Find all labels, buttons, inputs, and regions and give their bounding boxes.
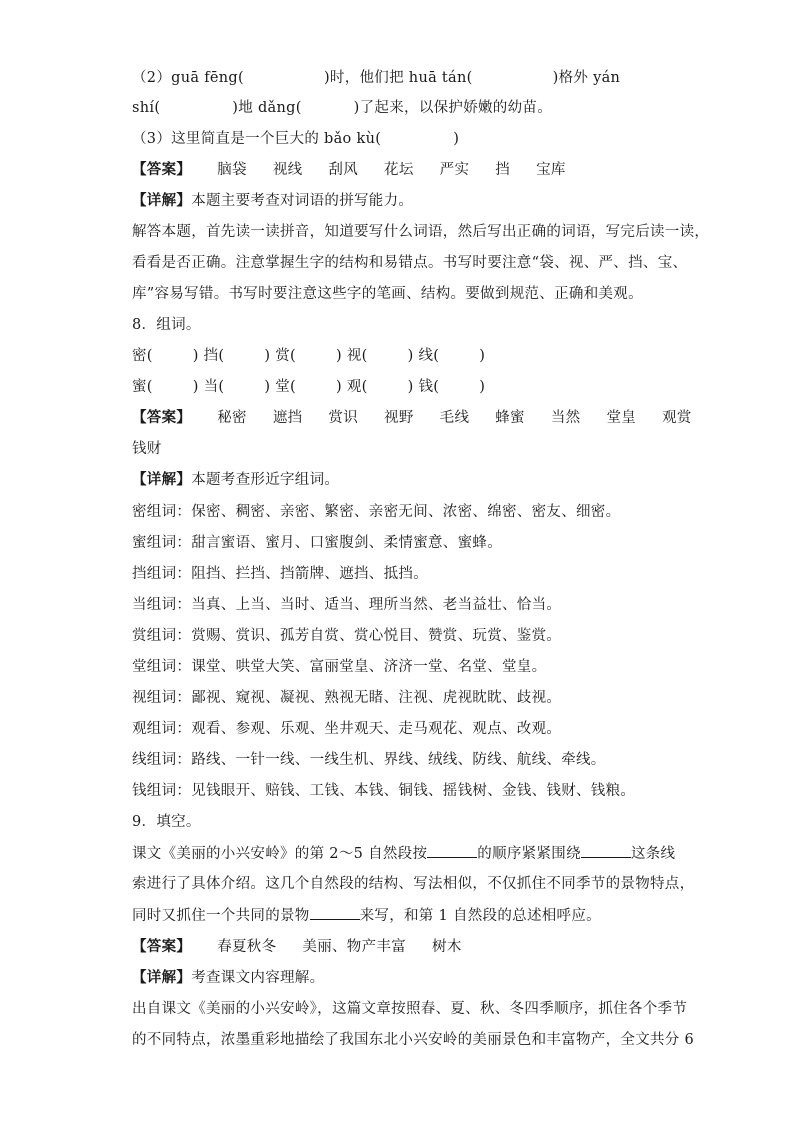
char-prompt: 密(	[132, 348, 153, 364]
q7-answer	[132, 160, 674, 180]
word-group-line: 堂组词：课堂、哄堂大笑、富丽堂皇、济济一堂、名堂、堂皇。	[132, 659, 547, 675]
answer-word: 脑袋	[217, 162, 247, 178]
paragraph-line: 看看是否正确。注意掌握生字的结构和易错点。书写时要注意“袋、视、严、挡、宝、	[132, 255, 688, 271]
char-prompt: )	[479, 348, 486, 364]
paragraph-text: 来写，和第 1 自然段的总述相呼应。	[359, 908, 601, 924]
char-prompt: ) 视(	[336, 348, 368, 364]
q8-answer	[132, 408, 692, 428]
answer-word: 严实	[439, 162, 470, 178]
answer-word: 堂皇	[606, 410, 637, 426]
char-prompt: 蜜(	[132, 379, 153, 395]
q7-line-2-cont	[132, 98, 674, 118]
answer-tag: 【答案】	[132, 939, 192, 955]
answer-word: 挡	[495, 162, 511, 178]
word-group-line: 观组词：观看、参观、乐观、坐井观天、走马观花、观点、改观。	[132, 721, 562, 737]
pinyin-text: )地 dǎng(	[232, 100, 302, 116]
question-title: 9．填空。	[132, 814, 201, 830]
detail-tag: 【详解】	[132, 970, 192, 986]
pinyin-text: （2）guā fēng(	[132, 70, 244, 86]
char-prompt: )	[479, 379, 486, 395]
paragraph-text: 课文《美丽的小兴安岭》的第 2～5 自然段按	[132, 846, 428, 862]
answer-tag: 【答案】	[132, 162, 192, 178]
pinyin-text: （3）这里简直是一个巨大的 bǎo kù(	[132, 131, 382, 147]
detail-text: 本题主要考查对词语的拼写能力。	[191, 193, 414, 209]
paragraph-text: 这条线	[630, 846, 676, 862]
word-group-line: 线组词：路线、一针一线、一线生机、界线、绒线、防线、航线、牵线。	[132, 752, 606, 768]
pinyin-text: shí(	[132, 100, 161, 116]
q9-line-3	[132, 905, 674, 926]
word-group-line: 视组词：鄙视、窥视、凝视、熟视无睹、注视、虎视眈眈、歧视。	[132, 690, 562, 706]
q7-line-2	[132, 68, 674, 88]
word-group-line: 钱组词：见钱眼开、赔钱、工钱、本钱、铜钱、摇钱树、金钱、钱财、钱粮。	[132, 783, 636, 799]
q8-row-1	[132, 346, 674, 366]
paragraph-line: 库”容易写错。书写时要注意这些字的笔画、结构。要做到规范、正确和美观。	[132, 286, 643, 302]
detail-tag: 【详解】	[132, 193, 192, 209]
q9-line-1	[132, 843, 674, 864]
q7-detail	[132, 191, 674, 211]
word-group-line: 挡组词：阻挡、拦挡、挡箭牌、遮挡、抵挡。	[132, 566, 428, 582]
answer-word: 视线	[272, 162, 303, 178]
answer-word: 蜂蜜	[495, 410, 525, 426]
underline-blank	[427, 843, 477, 858]
underline-blank	[581, 843, 631, 858]
word-group-line: 赏组词：赏赐、赏识、孤芳自赏、赏心悦目、赞赏、玩赏、鉴赏。	[132, 628, 562, 644]
answer-word: 当然	[550, 410, 581, 426]
detail-text: 考查课文内容理解。	[191, 970, 325, 986]
word-group-line: 密组词：保密、稠密、亲密、繁密、亲密无间、浓密、绵密、密友、细密。	[132, 504, 621, 520]
question-title: 8．组词。	[132, 317, 201, 333]
detail-tag: 【详解】	[132, 472, 192, 488]
answer-word: 树木	[432, 939, 462, 955]
answer-word: 毛线	[439, 410, 470, 426]
q8-row-2	[132, 377, 674, 397]
answer-word: 刮风	[328, 162, 359, 178]
pinyin-text: )了起来，以保护娇嫩的幼苗。	[353, 100, 553, 116]
answer-word: 观赏	[662, 410, 692, 426]
answer-word: 宝库	[536, 162, 566, 178]
paragraph-line: 的不同特点，浓墨重彩地描绘了我国东北小兴安岭的美丽景色和丰富物产，全文共分 6	[132, 1032, 695, 1048]
answer-word: 视野	[384, 410, 414, 426]
underline-blank	[310, 905, 360, 920]
answer-tag: 【答案】	[132, 410, 192, 426]
paragraph-line: 解答本题，首先读一读拼音，知道要写什么词语，然后写出正确的词语，写完后读一读，	[132, 224, 710, 240]
char-prompt: ) 堂(	[264, 379, 297, 395]
pinyin-text: )时，他们把 huā tán(	[323, 70, 473, 86]
q9-detail	[132, 968, 674, 988]
char-prompt: ) 挡(	[192, 348, 225, 364]
word-group-line: 蜜组词：甜言蜜语、蜜月、口蜜腹剑、柔情蜜意、蜜蜂。	[132, 535, 502, 551]
answer-word: 花坛	[384, 162, 414, 178]
answer-word: 秘密	[217, 410, 247, 426]
q8-detail	[132, 470, 674, 490]
word-group-line: 当组词：当真、上当、当时、适当、理所当然、老当益壮、恰当。	[132, 597, 562, 613]
char-prompt: ) 线(	[407, 348, 440, 364]
q9-answer	[132, 937, 674, 957]
paragraph-line: 索进行了具体介绍。这几个自然段的结构、写法相似，不仅抓住不同季节的景物特点，	[132, 876, 695, 892]
answer-word: 春夏秋冬	[217, 939, 277, 955]
answer-word: 美丽、物产丰富	[302, 939, 407, 955]
char-prompt: ) 赏(	[264, 348, 297, 364]
char-prompt: ) 当(	[192, 379, 225, 395]
pinyin-text: )	[453, 131, 460, 147]
pinyin-text: )格外 yán	[552, 70, 621, 86]
answer-word: 赏识	[328, 410, 359, 426]
paragraph-text: 的顺序紧紧围绕	[477, 846, 581, 862]
char-prompt: ) 观(	[336, 379, 368, 395]
char-prompt: ) 钱(	[407, 379, 440, 395]
answer-word: 钱财	[132, 441, 162, 457]
detail-text: 本题考查形近字组词。	[191, 472, 340, 488]
paragraph-line: 出自课文《美丽的小兴安岭》，这篇文章按照春、夏、秋、冬四季顺序，抓住各个季节	[132, 1001, 688, 1017]
answer-word: 遮挡	[272, 410, 303, 426]
paragraph-text: 同时又抓住一个共同的景物	[132, 908, 310, 924]
q7-line-3	[132, 129, 674, 149]
